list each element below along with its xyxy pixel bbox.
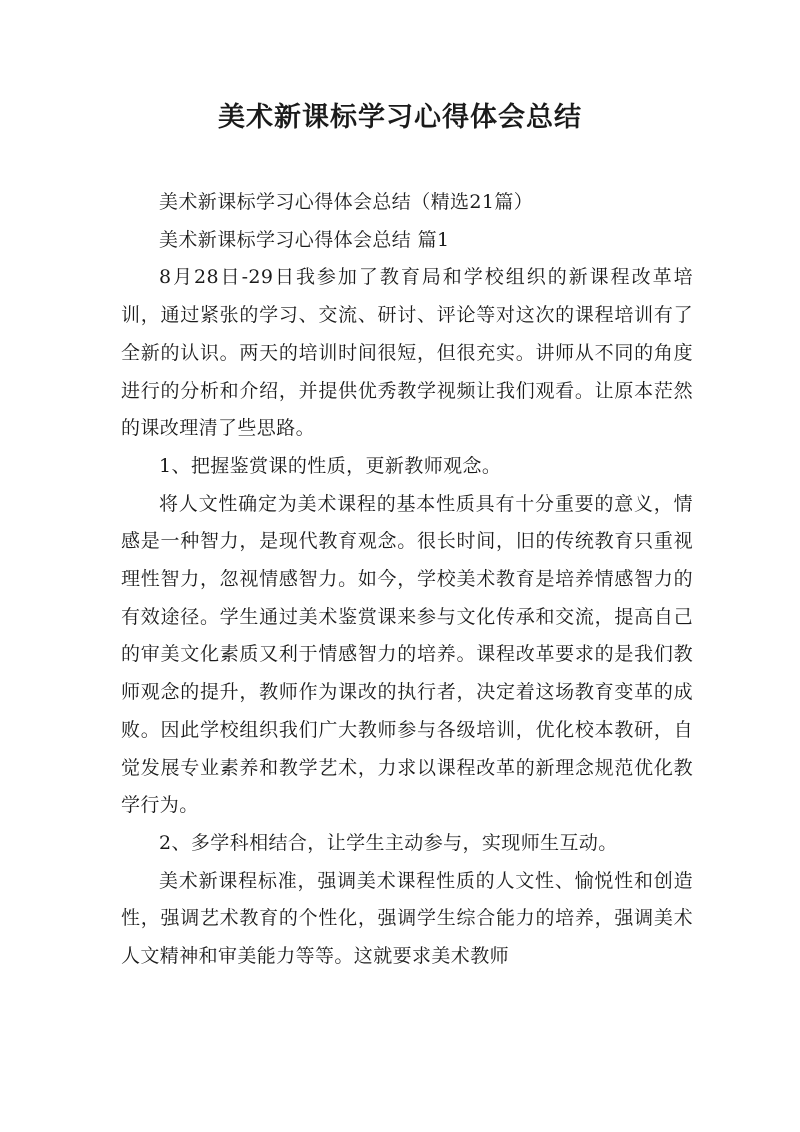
point-heading: 1、把握鉴赏课的性质，更新教师观念。 [159, 454, 502, 477]
point-heading: 2、多学科相结合，让学生主动参与，实现师生互动。 [159, 831, 618, 854]
document-title: 美术新课标学习心得体会总结 [218, 102, 582, 133]
body-paragraph: 8月28日-29日我参加了教育局和学校组织的新课程改革培训，通过紧张的学习、交流、研讨、评论等对这次的课程培训有了全新的认识。两天的培训时间很短，但很充实。讲师从不同的角度进行的分析和介绍，并提供优秀教学视频让我们观看。让原本茫然的课改理清了些思路。 [121, 266, 693, 440]
body-paragraph: 美术新课程标准，强调美术课程性质的人文性、愉悦性和创造性，强调艺术教育的个性化，强调学生综合能力的培养，强调美术人文精神和审美能力等等。这就要求美术教师 [121, 869, 693, 968]
subtitle-paragraph: 美术新课标学习心得体会总结（精选21篇） [159, 191, 534, 213]
document-body [121, 184, 693, 976]
body-paragraph: 将人文性确定为美术课程的基本性质具有十分重要的意义，情感是一种智力，是现代教育观念。很长时间，旧的传统教育只重视理性智力，忽视情感智力。如今，学校美术教育是培养情感智力的有效途径。学生通过美术鉴赏课来参与文化传承和交流，提高自己的审美文化素质又利于情感智力的培养。课程改革要求的是我们教师观念的提升，教师作为课改的执行者，决定着这场教育变革的成败。因此学校组织我们广大教师参与各级培训，优化校本教研，自觉发展专业素养和教学艺术，力求以课程改革的新理念规范优化教学行为。 [121, 492, 693, 817]
section-heading: 美术新课标学习心得体会总结 篇1 [159, 228, 450, 251]
